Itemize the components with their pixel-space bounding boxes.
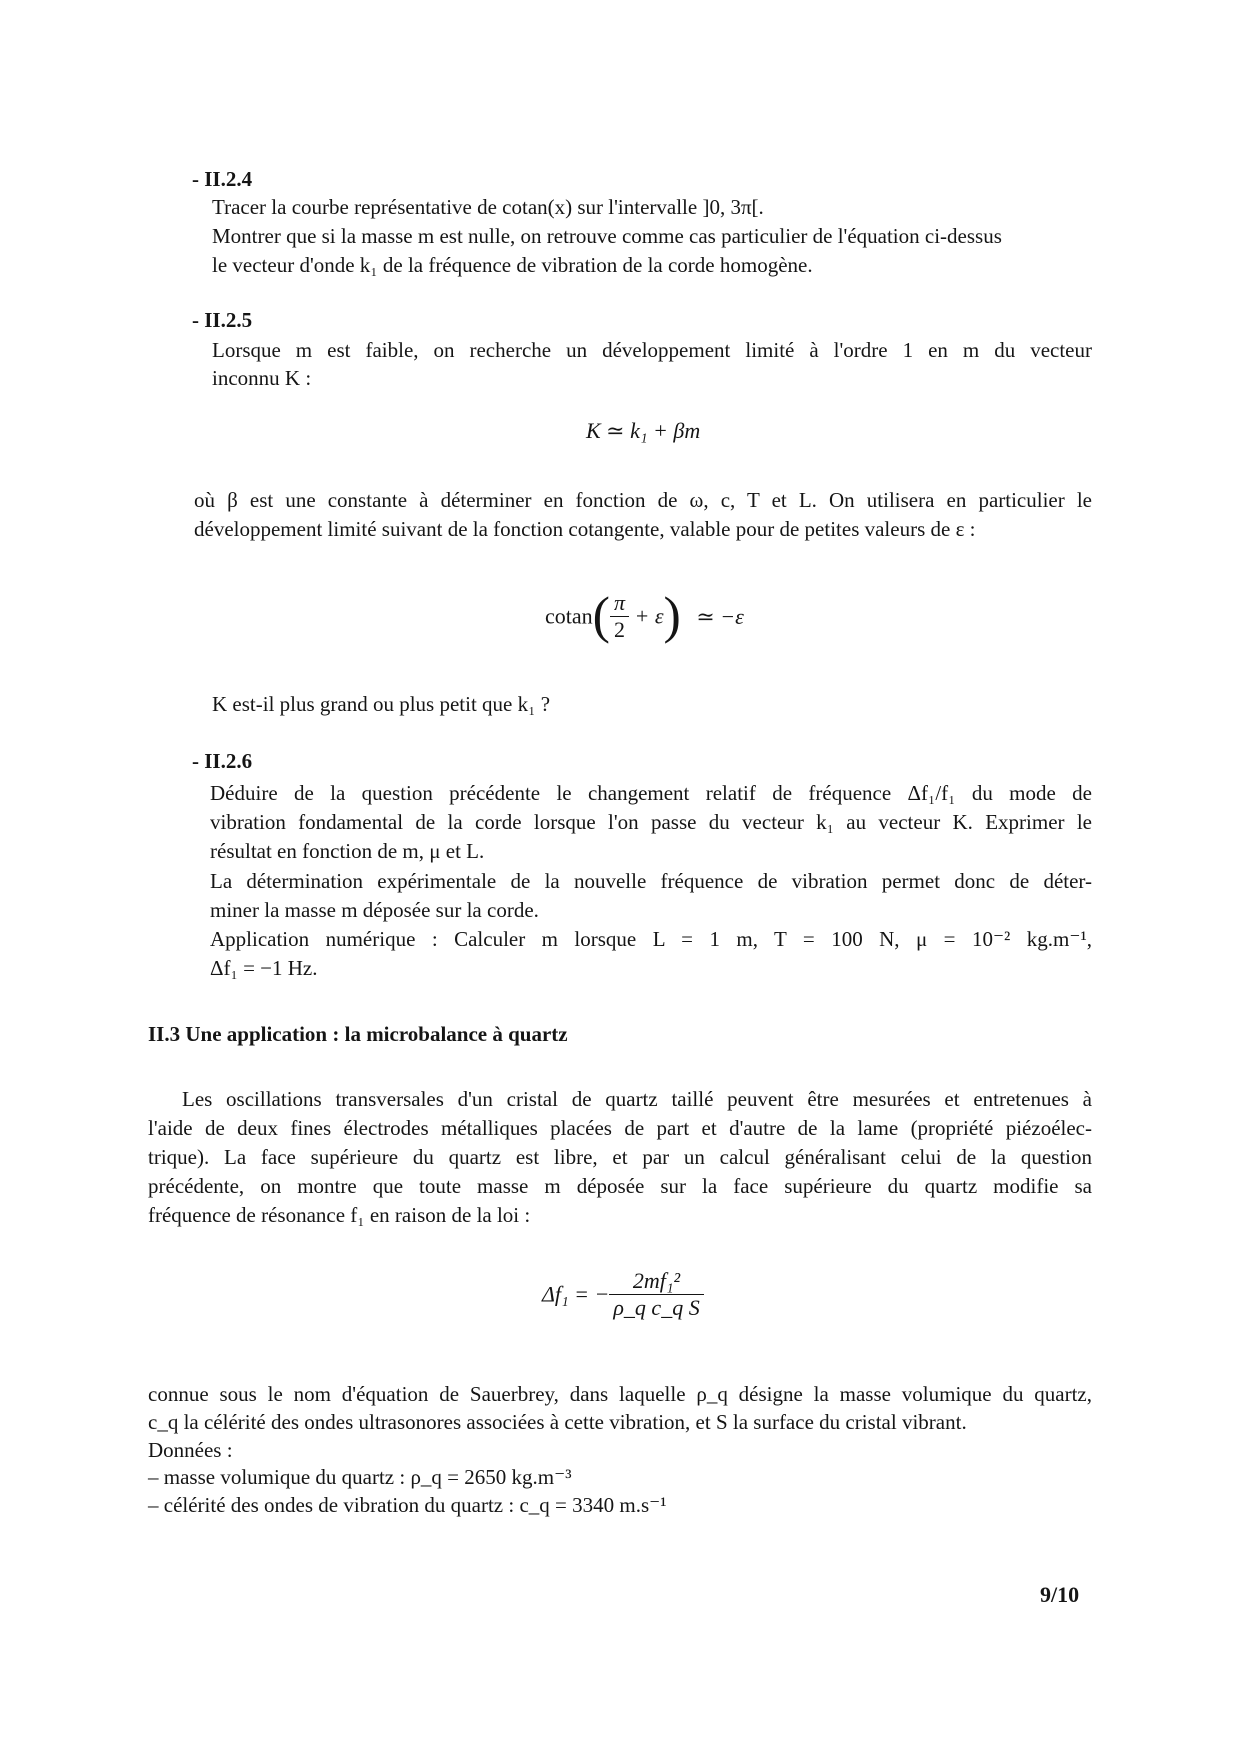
q225-line-3: où β est une constante à déterminer en fonction de ω, c, T et L. On utilisera en particulier le [194, 488, 1092, 512]
eq2-cotan: cotan [545, 603, 593, 629]
section-title-ii-3: II.3 Une application : la microbalance à quartz [148, 1022, 568, 1046]
question-label-ii-2-6: - II.2.6 [192, 749, 253, 773]
q226-line-2: vibration fondamental de la corde lorsque l'on passe du vecteur k₁ au vecteur K. Exprimer le [210, 810, 1092, 834]
q224-line-3: le vecteur d'onde k₁ de la fréquence de vibration de la corde homogène. [212, 253, 813, 277]
q225-line-1: Lorsque m est faible, on recherche un développement limité à l'ordre 1 en m du vecteur [212, 338, 1092, 362]
s23-after-line-1: connue sous le nom d'équation de Sauerbrey, dans laquelle ρ_q désigne la masse volumique du quartz, [148, 1382, 1092, 1406]
q225-line-5: K est-il plus grand ou plus petit que k₁ ? [212, 692, 551, 716]
fraction-pi-over-2 [610, 590, 629, 643]
question-label-ii-2-5: - II.2.5 [192, 308, 253, 332]
sauerbrey-numerator: 2mf₁² [609, 1268, 703, 1295]
q226-line-6: Application numérique : Calculer m lorsque L = 1 m, T = 100 N, μ = 10⁻² kg.m⁻¹, [210, 927, 1092, 951]
paren-close: ) [663, 587, 681, 645]
q226-line-7: Δf₁ = −1 Hz. [210, 956, 318, 980]
eq2-denominator: 2 [614, 617, 625, 642]
donnees-label: Données : [148, 1438, 233, 1462]
donnee-celerite: – célérité des ondes de vibration du quartz : c_q = 3340 m.s⁻¹ [148, 1493, 667, 1517]
donnee-masse-volumique: – masse volumique du quartz : ρ_q = 2650 kg.m⁻³ [148, 1465, 572, 1489]
s23-paragraph-line-4: précédente, on montre que toute masse m déposée sur la face supérieure du quartz modifie sa [148, 1174, 1092, 1198]
equation-sauerbrey [542, 1268, 704, 1321]
q226-line-3: résultat en fonction de m, μ et L. [210, 839, 485, 863]
s23-after-line-2: c_q la célérité des ondes ultrasonores associées à cette vibration, et S la surface du cristal vibrant. [148, 1410, 967, 1434]
sauerbrey-left: Δf₁ = − [542, 1281, 610, 1307]
q225-line-2: inconnu K : [212, 366, 312, 390]
sauerbrey-fraction [609, 1268, 703, 1321]
q224-line-2: Montrer que si la masse m est nulle, on retrouve comme cas particulier de l'équation ci-dessus [212, 224, 1002, 248]
sauerbrey-denominator: ρ_q c_q S [613, 1295, 700, 1320]
s23-paragraph-line-3: trique). La face supérieure du quartz est libre, et par un calcul généralisant celui de la question [148, 1145, 1092, 1169]
q226-line-4: La détermination expérimentale de la nouvelle fréquence de vibration permet donc de déter- [210, 869, 1092, 893]
eq2-numerator: π [610, 590, 629, 617]
eq2-approx: ≃ −ε [696, 603, 744, 629]
paren-open: ( [592, 587, 610, 645]
page-number: 9/10 [1040, 1582, 1080, 1607]
s23-paragraph-line-1: Les oscillations transversales d'un cristal de quartz taillé peuvent être mesurées et entretenues à [182, 1087, 1092, 1111]
q226-line-1: Déduire de la question précédente le changement relatif de fréquence Δf₁/f₁ du mode de [210, 781, 1092, 805]
eq2-plus-epsilon: + ε [634, 603, 664, 629]
equation-k-approx: K ≃ k₁ + βm [586, 418, 701, 443]
question-label-ii-2-4: - II.2.4 [192, 167, 253, 191]
s23-paragraph-line-5: fréquence de résonance f₁ en raison de la loi : [148, 1203, 531, 1227]
q224-line-1: Tracer la courbe représentative de cotan(x) sur l'intervalle ]0, 3π[. [212, 195, 764, 219]
equation-cotan-expansion [545, 587, 744, 650]
q225-line-4: développement limité suivant de la fonction cotangente, valable pour de petites valeurs de ε : [194, 517, 976, 541]
s23-paragraph-line-2: l'aide de deux fines électrodes métalliques placées de part et d'autre de la lame (propriété piézoélec- [148, 1116, 1092, 1140]
q226-line-5: miner la masse m déposée sur la corde. [210, 898, 539, 922]
